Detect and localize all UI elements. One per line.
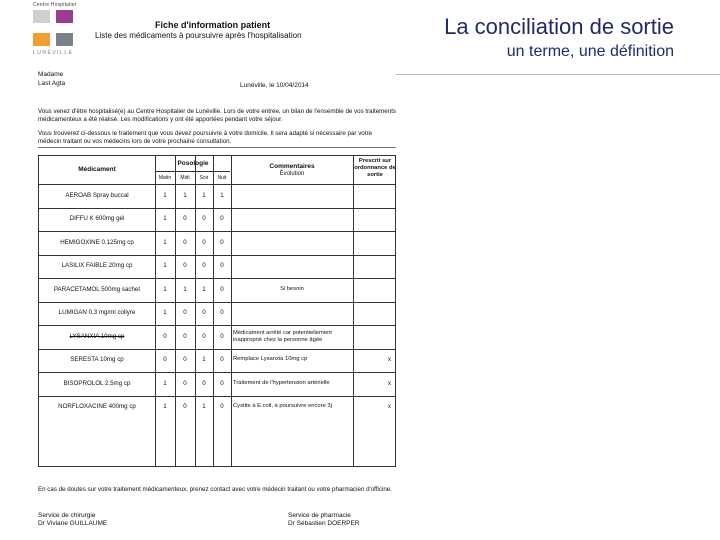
row-divider <box>39 396 395 397</box>
dose-cell: 0 <box>220 215 224 223</box>
dose-cell: 1 <box>202 285 206 293</box>
dose-cell: 1 <box>163 215 167 223</box>
dose-cell: 0 <box>220 403 224 411</box>
dose-cell: 1 <box>220 191 224 199</box>
row-divider <box>39 208 395 209</box>
paragraph-divider <box>38 147 396 148</box>
dose-cell: 0 <box>220 332 224 340</box>
logo-square-grey <box>33 10 50 23</box>
col-divider <box>353 156 354 466</box>
comment-cell: Remplace Lysanxia 10mg cp <box>233 356 308 363</box>
dose-cell: 0 <box>220 356 224 364</box>
dose-cell: 0 <box>202 309 206 317</box>
dose-cell: 0 <box>183 379 187 387</box>
header-comments: Commentaires <box>269 163 315 170</box>
row-divider <box>39 372 395 373</box>
signature-left-name: Dr Viviane GUILLAUME <box>38 520 108 527</box>
dose-cell: 1 <box>163 238 167 246</box>
dose-cell: 1 <box>163 379 167 387</box>
comment-cell: Traitement de l'hypertension artérielle <box>233 379 330 386</box>
logo-square-slate <box>56 33 73 46</box>
medication-name: SERESTA 10mg cp <box>70 356 124 364</box>
header-night: Nuit <box>217 175 227 181</box>
dose-cell: 0 <box>183 403 187 411</box>
row-divider <box>39 302 395 303</box>
slide-divider <box>396 74 720 75</box>
medication-name: LUMIGAN 0.3 mg/ml collyre <box>58 309 136 317</box>
header-evening: Soir <box>199 175 209 181</box>
patient-block <box>38 70 65 88</box>
medication-name: LASILIX FAIBLE 20mg cp <box>61 262 133 270</box>
dose-cell: 0 <box>163 332 167 340</box>
dose-cell: 0 <box>220 379 224 387</box>
medication-table <box>38 155 396 467</box>
header-noon: Midi <box>180 175 190 181</box>
row-divider <box>39 325 395 326</box>
dose-cell: 0 <box>183 215 187 223</box>
signature-right-service: Service de pharmacie <box>288 512 351 519</box>
intro-paragraph: Vous venez d'être hospitalisé(e) au Centre Hospitalier de Lunéville. Lors de votre entrée, un bilan de l'ensemble de vos traitements médicamenteux a été réalisé. Les modifications y ont été apportées pendant votre séjour. <box>38 108 397 123</box>
logo-caption: Centre Hospitalier <box>33 2 77 8</box>
dose-cell: 0 <box>202 379 206 387</box>
comment-cell: Médicament arrêté car potentiellement inapproprié chez la personne âgée <box>233 329 332 343</box>
col-divider <box>231 156 232 466</box>
header-morning: Matin <box>158 175 172 181</box>
dose-cell: 0 <box>220 238 224 246</box>
dose-cell: 0 <box>220 285 224 293</box>
header-divider <box>39 184 395 185</box>
advice-text: En cas de doutes sur votre traitement médicamenteux, prenez contact avec votre médecin traitant ou votre pharmacien d'officine. <box>38 486 392 493</box>
row-divider <box>39 349 395 350</box>
dose-cell: 1 <box>163 191 167 199</box>
medication-name: LYSANXIA 10mg cp <box>69 332 125 340</box>
logo-square-purple <box>56 10 73 23</box>
dose-cell: 0 <box>183 262 187 270</box>
patient-name: Last Agta <box>38 80 66 87</box>
dose-cell: 1 <box>163 262 167 270</box>
prescribed-cell: x <box>387 379 391 387</box>
dose-cell: 1 <box>183 285 187 293</box>
dose-cell: 0 <box>220 309 224 317</box>
medication-name: AEROAB Spray buccal <box>65 191 129 199</box>
slide-title: La conciliation de sortie <box>444 14 674 39</box>
row-divider <box>39 278 395 279</box>
signature-right <box>288 512 360 528</box>
dose-cell: 1 <box>163 403 167 411</box>
header-subdivider <box>155 171 230 172</box>
dose-cell: 0 <box>183 309 187 317</box>
dose-cell: 1 <box>202 356 206 364</box>
comment-cell: Cystite à E.coli, à poursuivre encore 3j <box>233 403 332 410</box>
dose-cell: 1 <box>183 191 187 199</box>
logo-name: LUNÉVILLE <box>33 50 74 56</box>
row-divider <box>39 255 395 256</box>
dose-cell: 1 <box>163 309 167 317</box>
medication-name: HEMIGOXINE 0.125mg cp <box>60 238 134 246</box>
slide-subtitle: un terme, une définition <box>506 43 674 60</box>
signature-left <box>38 512 107 528</box>
comment-cell: Si besoin <box>280 285 304 292</box>
patient-title: Madame <box>38 71 64 78</box>
dose-cell: 0 <box>202 238 206 246</box>
document-title: Fiche d'information patient <box>155 20 271 30</box>
dose-cell: 1 <box>163 285 167 293</box>
treatment-paragraph: Vous trouverez ci-dessous le traitement que vous devez poursuivre à votre domicile. Il sera adapté si nécessaire par votre médecin traitant ou vos médecins lors de votre prochaine consultation. <box>38 130 372 145</box>
medication-name: PARACETAMOL 500mg sachet <box>53 285 141 293</box>
dose-cell: 1 <box>202 191 206 199</box>
prescribed-cell: x <box>387 403 391 411</box>
dose-cell: 0 <box>202 215 206 223</box>
dose-cell: 0 <box>183 356 187 364</box>
medication-name: NORFLOXACINE 400mg cp <box>58 403 136 411</box>
dose-cell: 0 <box>220 262 224 270</box>
document-date: Lunéville, le 10/04/2014 <box>240 82 309 89</box>
prescribed-cell: x <box>387 356 391 364</box>
medication-name: BISOPROLOL 2.5mg cp <box>63 379 131 387</box>
dose-cell: 0 <box>163 356 167 364</box>
logo-square-orange <box>33 33 50 46</box>
signature-left-service: Service de chirurgie <box>38 512 96 519</box>
dose-cell: 0 <box>183 332 187 340</box>
signature-right-name: Dr Sébastien DOERPER <box>288 520 360 527</box>
header-medication: Médicament <box>78 166 116 173</box>
row-divider <box>39 231 395 232</box>
dose-cell: 0 <box>202 332 206 340</box>
medication-name: DIFFU K 600mg gél <box>69 215 125 223</box>
dose-cell: 1 <box>202 403 206 411</box>
header-posology: Posologie <box>177 160 209 167</box>
header-comments-sub: Évolution <box>279 171 305 177</box>
document-subtitle: Liste des médicaments à poursuivre après l'hospitalisation <box>95 31 302 40</box>
dose-cell: 0 <box>183 238 187 246</box>
dose-cell: 0 <box>202 262 206 270</box>
header-prescribed: Prescrit sur ordonnance de sortie <box>354 158 396 178</box>
